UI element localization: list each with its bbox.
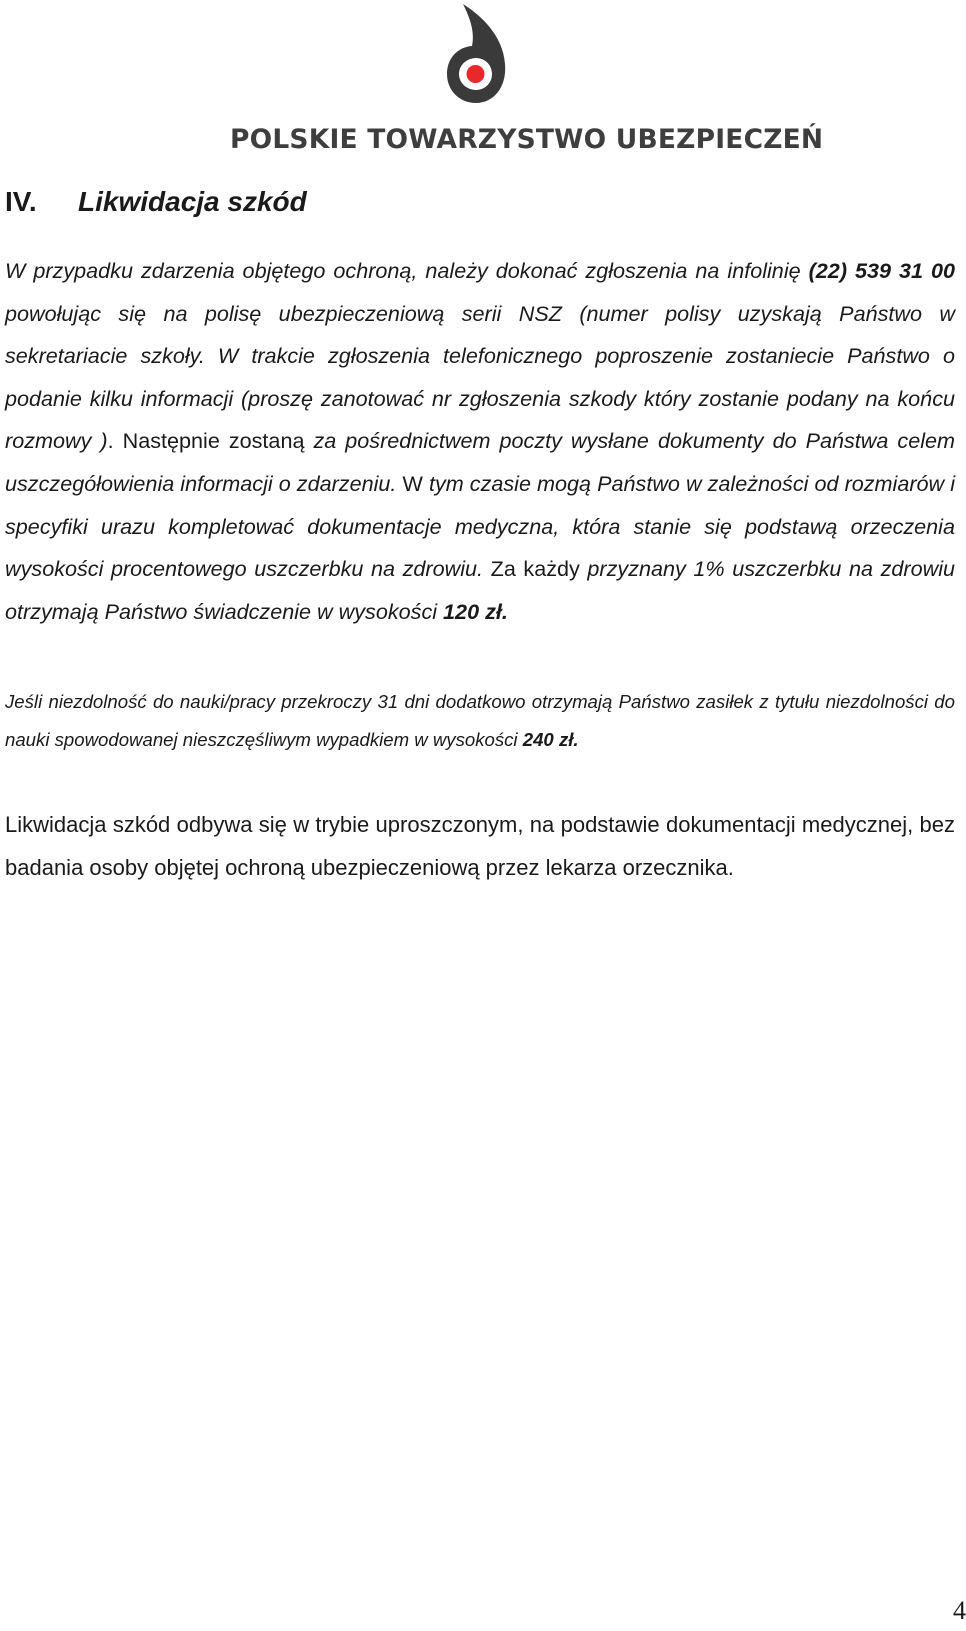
claims-procedure-paragraph <box>5 250 955 633</box>
para1-text-upright-2: W <box>402 470 423 496</box>
para1-text-3: tym czasie mogą Państwo w zależności od rozmiarów i specyfiki urazu kompletować dokumentacje medyczna, która stanie się podstawą orzeczenia wysokości procentowego uszczerbku na zdrowiu. <box>5 470 955 582</box>
allowance-amount: 240 zł <box>522 729 574 750</box>
company-name: POLSKIE TOWARZYSTWO UBEZPIECZEŃ <box>230 124 824 155</box>
para2-end: . <box>573 729 579 750</box>
page-number: 4 <box>953 1596 966 1625</box>
section-title: Likwidacja szkód <box>78 186 307 217</box>
para1-text-upright: . Następnie zostaną <box>107 428 305 454</box>
logo-shape <box>447 4 505 103</box>
pzu-logo-icon <box>446 2 508 106</box>
section-heading <box>5 186 307 218</box>
para1-text: powołując się na polisę ubezpieczeniową serii NSZ (numer polisy uzyskają Państwo w sekretariacie szkoły. W trakcie zgłoszenia telefonicznego poproszenie zostaniecie Państwo o podanie kilku informacji (proszę zanotować nr zgłoszenia szkody który zostanie podany na końcu rozmowy ) <box>5 300 955 454</box>
para2-text: Jeśli niezdolność do nauki/pracy przekroczy 31 dni dodatkowo otrzymają Państwo zasiłek z tytułu niezdolności do nauki spowodowanej nieszczęśliwym wypadkiem w wysokości <box>5 691 955 750</box>
incapacity-allowance-paragraph <box>5 683 955 759</box>
para1-text-upright-3: Za każdy <box>490 556 580 582</box>
para1-text-2: za pośrednictwem poczty wysłane dokumenty do Państwa celem uszczegółowienia informacji o zdarzeniu. <box>5 428 956 496</box>
section-number: IV. <box>5 186 37 217</box>
para1-text-4: przyznany 1% uszczerbku na zdrowiu otrzymają Państwo świadczenie w wysokości <box>5 556 956 624</box>
simplified-procedure-paragraph: Likwidacja szkód odbywa się w trybie uproszczonym, na podstawie dokumentacji medycznej, bez badania osoby objętej ochroną ubezpieczeniową przez lekarza orzecznika. <box>5 812 955 880</box>
benefit-amount: 120 zł <box>443 598 502 624</box>
para1-end: . <box>501 598 508 624</box>
para1-lead: W przypadku zdarzenia objętego ochroną, należy dokonać zgłoszenia na infolinię <box>5 258 801 283</box>
hotline-number: (22) 539 31 00 <box>808 258 955 283</box>
logo-red-dot <box>467 65 485 83</box>
